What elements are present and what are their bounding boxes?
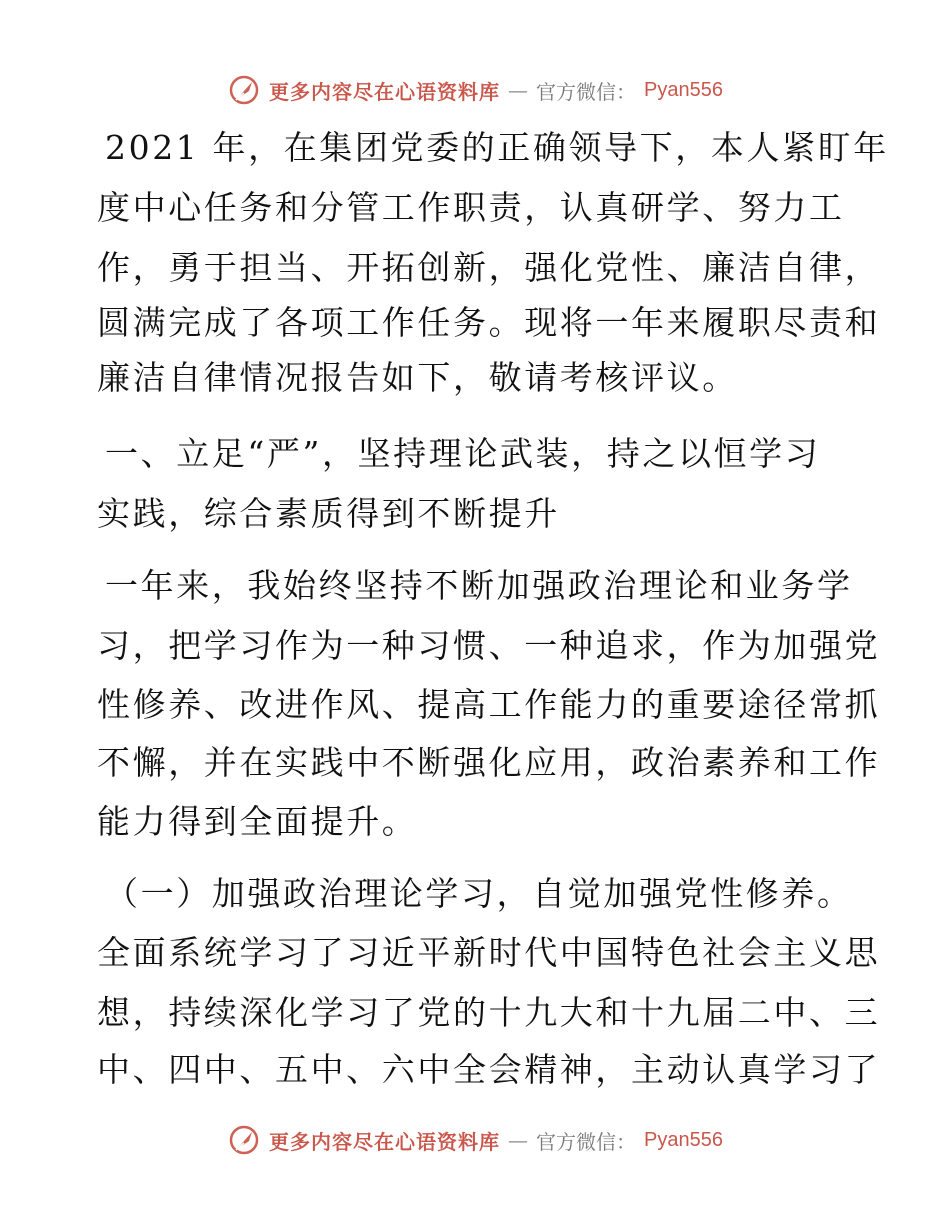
feather-pen-logo-icon (227, 1123, 261, 1157)
watermark-wechat-id: Pyan556 (644, 78, 723, 101)
watermark-brand-text: 更多内容尽在心语资料库 (269, 79, 501, 104)
watermark-wechat-label: 官方微信： (536, 1129, 637, 1154)
body-line: 能力得到全面提升。 (97, 802, 418, 841)
watermark-separator: — (508, 1128, 529, 1152)
body-line: 中、四中、五中、六中全会精神，主动认真学习了 (97, 1050, 881, 1089)
body-line: 不懈，并在实践中不断强化应用，政治素养和工作 (97, 743, 881, 782)
body-line: 想，持续深化学习了党的十九大和十九届二中、三 (97, 993, 881, 1032)
watermark-separator: — (508, 78, 529, 102)
body-line: 全面系统学习了习近平新时代中国特色社会主义思 (97, 933, 881, 972)
watermark-banner-top (0, 70, 950, 110)
watermark-banner-bottom (0, 1120, 950, 1160)
body-line: 性修养、改进作风、提高工作能力的重要途径常抓 (97, 685, 881, 724)
watermark-wechat-label: 官方微信： (536, 79, 637, 104)
body-line: 2021 年，在集团党委的正确领导下，本人紧盯年 (105, 128, 889, 167)
body-line: 圆满完成了各项工作任务。现将一年来履职尽责和 (97, 303, 881, 342)
feather-pen-logo-icon (227, 73, 261, 107)
watermark-wechat-id: Pyan556 (644, 1128, 723, 1151)
section-heading: 实践，综合素质得到不断提升 (97, 494, 560, 533)
body-line: 度中心任务和分管工作职责，认真研学、努力工 (97, 188, 845, 227)
body-line: 作，勇于担当、开拓创新，强化党性、廉洁自律， (97, 248, 881, 287)
section-heading: 一、立足“严”，坚持理论武装，持之以恒学习 (105, 434, 821, 473)
body-line: 一年来，我始终坚持不断加强政治理论和业务学 (105, 566, 853, 605)
body-line: 廉洁自律情况报告如下，敬请考核评议。 (97, 358, 738, 397)
body-line: 习，把学习作为一种习惯、一种追求，作为加强党 (97, 626, 881, 665)
subsection-heading: （一）加强政治理论学习，自觉加强党性修养。 (105, 874, 853, 913)
watermark-brand-text: 更多内容尽在心语资料库 (269, 1129, 501, 1154)
